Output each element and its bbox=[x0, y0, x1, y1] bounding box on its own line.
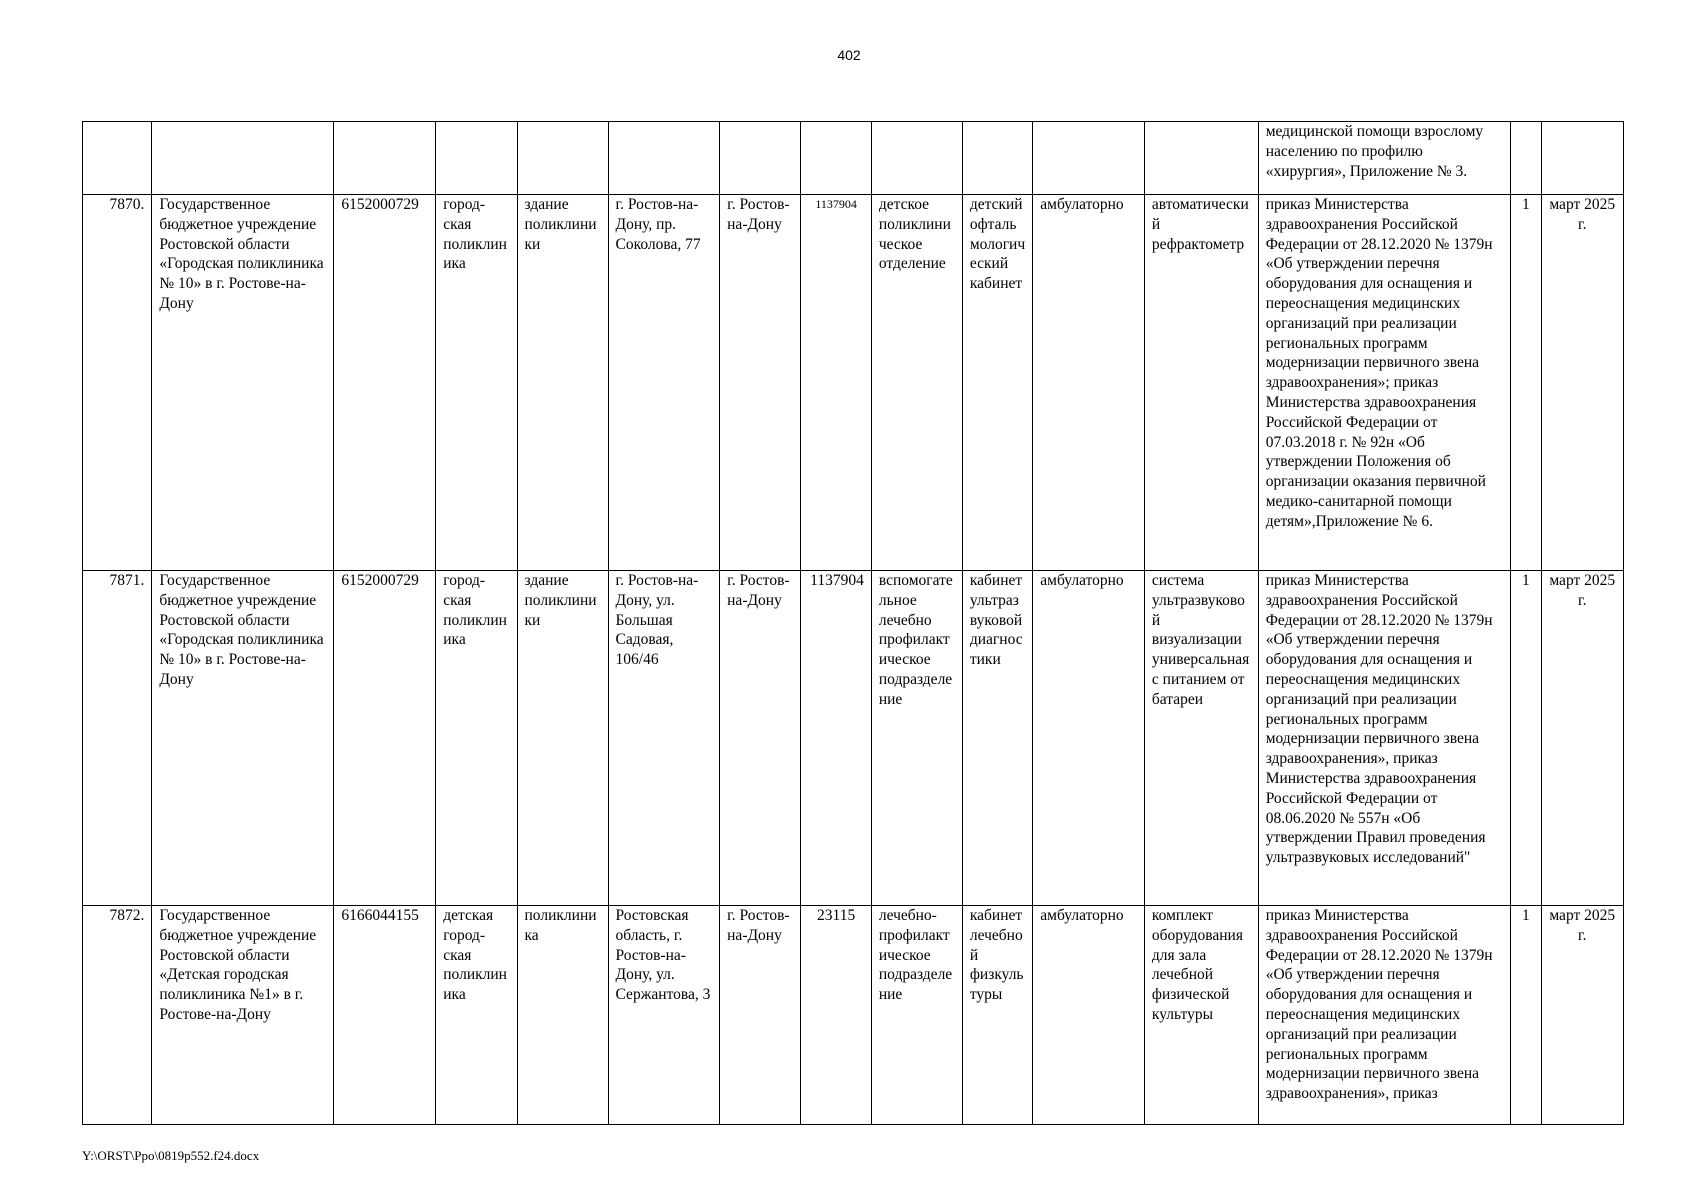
table-row-continuation bbox=[83, 122, 1624, 195]
care-type-cell: амбулаторно bbox=[1033, 571, 1145, 906]
date-cell: март 2025 г. bbox=[1541, 195, 1624, 571]
inn-cell: 6152000729 bbox=[334, 195, 436, 571]
table-row bbox=[83, 906, 1624, 1125]
row-number: 7871. bbox=[83, 571, 152, 906]
org-type-cell: город-ская поликлиника bbox=[436, 571, 517, 906]
city-cell: г. Ростов-на-Дону bbox=[720, 571, 801, 906]
organization-cell: Государственное бюджетное учреждение Ростовской области «Городская поликлиника № 10» в г. Ростове-на-Дону bbox=[152, 571, 334, 906]
equipment-cell: автоматический рефрактометр bbox=[1144, 195, 1258, 571]
code-cell: 1137904 bbox=[801, 571, 871, 906]
city-cell: г. Ростов-на-Дону bbox=[720, 906, 801, 1125]
quantity-cell: 1 bbox=[1511, 571, 1541, 906]
inn-cell: 6152000729 bbox=[334, 571, 436, 906]
table-row bbox=[83, 195, 1624, 571]
department-cell: вспомогательное лечебно профилактическое подразделение bbox=[871, 571, 962, 906]
page-number: 402 bbox=[837, 47, 861, 63]
date-cell: март 2025 г. bbox=[1541, 906, 1624, 1125]
basis-cell: приказ Министерства здравоохранения Российской Федерации от 28.12.2020 № 1379н «Об утверждении перечня оборудования для оснащения и переоснащения медицинских организаций при реализации региональных программ модернизации первичного звена здравоохранения», приказ Министерства здравоохранения Российской Федерации от 08.06.2020 № 557н «Об утверждении Правил проведения ультразвуковых исследований" bbox=[1258, 571, 1510, 906]
city-cell: г. Ростов-на-Дону bbox=[720, 195, 801, 571]
date-cell: март 2025 г. bbox=[1541, 571, 1624, 906]
equipment-cell: комплект оборудования для зала лечебной физической культуры bbox=[1144, 906, 1258, 1125]
organization-cell: Государственное бюджетное учреждение Ростовской области «Городская поликлиника № 10» в г. Ростове-на-Дону bbox=[152, 195, 334, 571]
room-cell: кабинет лечебной физкультуры bbox=[962, 906, 1032, 1125]
building-cell: здание поликлиники bbox=[517, 571, 608, 906]
address-cell: Ростовская область, г. Ростов-на-Дону, ул. Сержантова, 3 bbox=[608, 906, 720, 1125]
basis-cell: приказ Министерства здравоохранения Российской Федерации от 28.12.2020 № 1379н «Об утверждении перечня оборудования для оснащения и переоснащения медицинских организаций при реализации региональных программ модернизации первичного звена здравоохранения»; приказ Министерства здравоохранения Российской Федерации от 07.03.2018 г. № 92н «Об утверждении Положения об организации оказания первичной медико-санитарной помощи детям»,Приложение № 6. bbox=[1258, 195, 1510, 571]
table-row bbox=[83, 571, 1624, 906]
basis-cell: медицинской помощи взрослому населению по профилю «хирургия», Приложение № 3. bbox=[1258, 122, 1510, 195]
care-type-cell: амбулаторно bbox=[1033, 906, 1145, 1125]
building-cell: здание поликлиники bbox=[517, 195, 608, 571]
org-type-cell: детская город-ская поликлиника bbox=[436, 906, 517, 1125]
quantity-cell: 1 bbox=[1511, 195, 1541, 571]
code-cell: 23115 bbox=[801, 906, 871, 1125]
department-cell: детское поликлиническое отделение bbox=[871, 195, 962, 571]
inn-cell: 6166044155 bbox=[334, 906, 436, 1125]
address-cell: г. Ростов-на-Дону, ул. Большая Садовая, 106/46 bbox=[608, 571, 720, 906]
footer-file-path: Y:\ORST\Ppo\0819p552.f24.docx bbox=[82, 1148, 260, 1163]
basis-cell: приказ Министерства здравоохранения Российской Федерации от 28.12.2020 № 1379н «Об утверждении перечня оборудования для оснащения и переоснащения медицинских организаций при реализации региональных программ модернизации первичного звена здравоохранения», приказ bbox=[1258, 906, 1510, 1125]
quantity-cell: 1 bbox=[1511, 906, 1541, 1125]
care-type-cell: амбулаторно bbox=[1033, 195, 1145, 571]
row-number: 7870. bbox=[83, 195, 152, 571]
building-cell: поликлиника bbox=[517, 906, 608, 1125]
room-cell: кабинет ультразвуковой диагностики bbox=[962, 571, 1032, 906]
address-cell: г. Ростов-на-Дону, пр. Соколова, 77 bbox=[608, 195, 720, 571]
equipment-cell: система ультразвуковой визуализации универсальная с питанием от батареи bbox=[1144, 571, 1258, 906]
equipment-table bbox=[82, 121, 1624, 1125]
code-cell: 1137904 bbox=[801, 195, 871, 571]
department-cell: лечебно-профилактическое подразделение bbox=[871, 906, 962, 1125]
org-type-cell: город-ская поликлиника bbox=[436, 195, 517, 571]
row-number: 7872. bbox=[83, 906, 152, 1125]
room-cell: детский офтальмологический кабинет bbox=[962, 195, 1032, 571]
organization-cell: Государственное бюджетное учреждение Ростовской области «Детская городская поликлиника №1» в г. Ростове-на-Дону bbox=[152, 906, 334, 1125]
